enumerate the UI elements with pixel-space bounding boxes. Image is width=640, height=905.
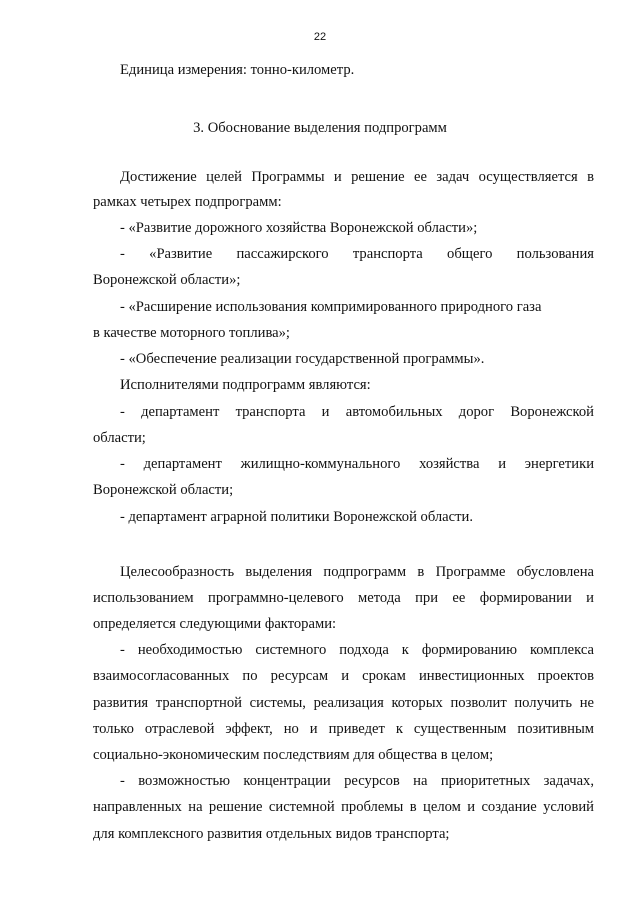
paragraph-line: рамках четырех подпрограмм: bbox=[93, 194, 282, 210]
page-number: 22 bbox=[313, 31, 327, 43]
paragraph-line: Исполнителями подпрограмм являются: bbox=[120, 377, 371, 393]
paragraph-line: взаимосогласованных по ресурсам и срокам инвестиционных проектов bbox=[93, 668, 594, 684]
list-item: - департамент жилищно-коммунального хозяйства и энергетики bbox=[120, 456, 594, 472]
paragraph-line: только отраслевой эффект, но и приведет к существенным позитивным bbox=[93, 721, 594, 737]
list-item: - необходимостью системного подхода к формированию комплекса bbox=[120, 642, 594, 658]
paragraph-line: Воронежской области; bbox=[93, 482, 234, 498]
paragraph-line: социально-экономическим последствиям для общества в целом; bbox=[93, 747, 494, 763]
section-title: 3. Обоснование выделения подпрограмм bbox=[193, 120, 447, 136]
paragraph-line: направленных на решение системной проблемы в целом и создание условий bbox=[93, 799, 594, 815]
unit-line: Единица измерения: тонно-километр. bbox=[120, 62, 355, 78]
paragraph-line: использованием программно-целевого метода при ее формировании и bbox=[93, 590, 594, 606]
list-item: - «Развитие дорожного хозяйства Воронежской области»; bbox=[120, 220, 478, 236]
paragraph-line: определяется следующими факторами: bbox=[93, 616, 337, 632]
list-item: - возможностью концентрации ресурсов на приоритетных задачах, bbox=[120, 773, 594, 789]
list-item: - «Расширение использования компримированного природного газа bbox=[120, 299, 542, 315]
paragraph-line: Воронежской области»; bbox=[93, 272, 241, 288]
paragraph-line: области; bbox=[93, 430, 146, 446]
paragraph-line: для комплексного развития отдельных видов транспорта; bbox=[93, 826, 450, 842]
list-item: - департамент транспорта и автомобильных дорог Воронежской bbox=[120, 404, 594, 420]
paragraph-line: Целесообразность выделения подпрограмм в Программе обусловлена bbox=[120, 564, 594, 580]
list-item: - департамент аграрной политики Воронежской области. bbox=[120, 509, 473, 525]
list-item: - «Развитие пассажирского транспорта общего пользования bbox=[120, 246, 594, 262]
paragraph-line: развития транспортной системы, реализация которых позволит получить не bbox=[93, 695, 594, 711]
paragraph-line: Достижение целей Программы и решение ее задач осуществляется в bbox=[120, 169, 594, 185]
paragraph-line: в качестве моторного топлива»; bbox=[93, 325, 290, 341]
list-item: - «Обеспечение реализации государственной программы». bbox=[120, 351, 485, 367]
